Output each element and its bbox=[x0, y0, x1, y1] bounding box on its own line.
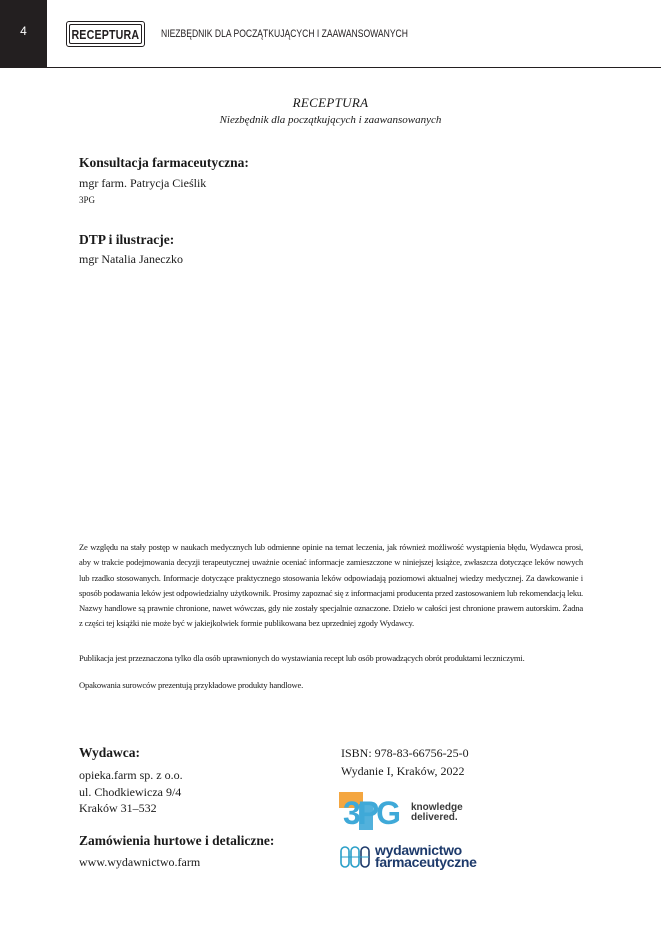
packaging-note: Opakowania surowców prezentują przykładowe produkty handlowe. bbox=[79, 680, 304, 690]
orders-url[interactable]: www.wydawnictwo.farm bbox=[79, 855, 201, 869]
publication-note: Publikacja jest przeznaczona tylko dla osób uprawnionych do wystawiania recept lub osób prowadzących obrót produktami leczniczymi. bbox=[79, 653, 525, 663]
isbn: ISBN: 978-83-66756-25-0 bbox=[341, 746, 469, 760]
header-title: NIEZBĘDNIK DLA POCZĄTKUJĄCYCH I ZAAWANSOWANYCH bbox=[161, 28, 408, 40]
consultation-name: mgr farm. Patrycja Cieślik bbox=[79, 176, 207, 190]
3pg-logo-letters: 3PG bbox=[343, 795, 399, 831]
wf-line-1: wydawnictwo bbox=[375, 842, 462, 858]
publisher-heading: Wydawca: bbox=[79, 745, 140, 760]
capsules-icon bbox=[340, 846, 370, 868]
publisher-name: opieka.farm sp. z o.o. bbox=[79, 768, 183, 782]
page-header bbox=[0, 0, 661, 68]
consultation-heading: Konsultacja farmaceutyczna: bbox=[79, 155, 249, 170]
consultation-org: 3PG bbox=[79, 195, 96, 205]
dtp-name: mgr Natalia Janeczko bbox=[79, 252, 183, 266]
edition-info: Wydanie I, Kraków, 2022 bbox=[341, 764, 465, 778]
disclaimer-paragraph: Ze względu na stały postęp w naukach medycznych lub odmienne opinie na temat leczenia, jak również możliwość wystąpienia błędu, Wydawca prosi, aby w trakcie podejmowania decyzji terapeutycznej uważnie oceniać informacje zamieszczone w niniejszej książce, zwłaszcza dotyczące leków nowych lub rzadko stosowanych. Informacje dotyczące praktycznego stosowania leków odpowiadają poziomowi aktualnej wiedzy medycznej. Za dawkowanie i sposób podawania leków jest odpowiedzialny użytkownik. Prosimy zapoznać się z informacjami producenta przed zastosowaniem lub rekomendacją leku. Nazwy handlowe są prawnie chronione, nawet wówczas, gdy nie zostały specjalnie oznaczone. Dzieło w całości jest chronione prawem autorskim. Żadna z części tej książki nie może być w jakiejkolwiek formie publikowana bez uprzedniej zgody Wydawcy. bbox=[79, 542, 583, 629]
book-subtitle: Niezbędnik dla początkujących i zaawansowanych bbox=[219, 114, 442, 126]
3pg-logo bbox=[339, 790, 489, 832]
book-title: RECEPTURA bbox=[292, 95, 369, 110]
receptura-logo bbox=[66, 21, 145, 47]
header-divider bbox=[47, 67, 661, 68]
page-number-box bbox=[0, 0, 47, 68]
3pg-tagline-1: knowledge bbox=[411, 802, 463, 813]
wydawnictwo-logo bbox=[340, 844, 500, 870]
publisher-street: ul. Chodkiewicza 9/4 bbox=[79, 785, 182, 799]
dtp-heading: DTP i ilustracje: bbox=[79, 232, 175, 247]
publisher-city: Kraków 31–532 bbox=[79, 801, 157, 815]
page-number: 4 bbox=[20, 24, 27, 38]
receptura-logo-text: RECEPTURA bbox=[71, 26, 140, 42]
orders-heading: Zamówienia hurtowe i detaliczne: bbox=[79, 833, 275, 848]
wf-line-2: farmaceutyczne bbox=[375, 854, 477, 870]
3pg-tagline-2: delivered. bbox=[411, 812, 458, 823]
3pg-logo-mark bbox=[339, 790, 409, 832]
